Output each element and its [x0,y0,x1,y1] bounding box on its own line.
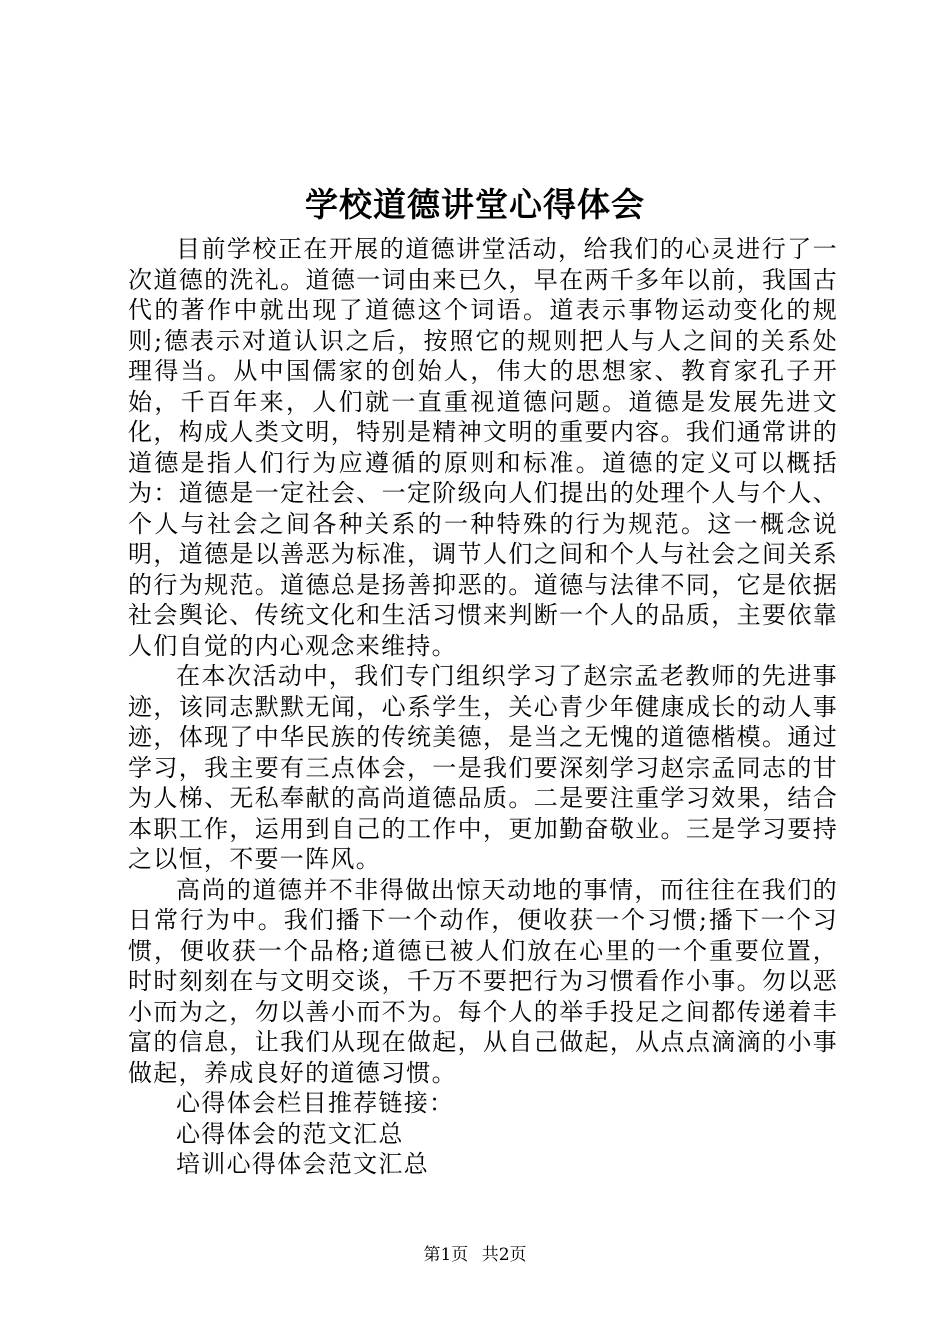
paragraph-3: 高尚的道德并不非得做出惊天动地的事情，而往往在我们的日常行为中。我们播下一个动作，便收获一个习惯;播下一个习惯，便收获一个品格;道德已被人们放在心里的一个重要位置，时时刻刻在与文明交谈，千万不要把行为习惯看作小事。勿以恶小而为之，勿以善小而不为。每个人的举手投足之间都传递着丰富的信息，让我们从现在做起，从自己做起，从点点滴滴的小事做起，养成良好的道德习惯。 [128,875,838,1087]
document-body [128,234,838,1180]
link-training-essay-collection[interactable]: 培训心得体会范文汇总 [176,1150,429,1178]
paragraph-2: 在本次活动中，我们专门组织学习了赵宗孟老教师的先进事迹，该同志默默无闻，心系学生，关心青少年健康成长的动人事迹，体现了中华民族的传统美德，是当之无愧的道德楷模。通过学习，我主要有三点体会，一是我们要深刻学习赵宗孟同志的甘为人梯、无私奉献的高尚道德品质。二是要注重学习效果，结合本职工作，运用到自己的工作中，更加勤奋敬业。三是学习要持之以恒，不要一阵风。 [128,662,838,873]
page-number: 第1页 [423,1245,469,1265]
page-footer [0,1240,950,1265]
recommended-links [128,1088,838,1180]
page-total: 共2页 [481,1245,527,1265]
link-essay-collection[interactable]: 心得体会的范文汇总 [176,1119,404,1148]
paragraph-1: 目前学校正在开展的道德讲堂活动，给我们的心灵进行了一次道德的洗礼。道德一词由来已久，早在两千多年以前，我国古代的著作中就出现了道德这个词语。道表示事物运动变化的规则;德表示对道认识之后，按照它的规则把人与人之间的关系处理得当。从中国儒家的创始人，伟大的思想家、教育家孔子开始，千百年来，人们就一直重视道德问题。道德是发展先进文化，构成人类文明，特别是精神文明的重要内容。我们通常讲的道德是指人们行为应遵循的原则和标准。道德的定义可以概括为：道德是一定社会、一定阶级向人们提出的处理个人与个人、个人与社会之间各种关系的一种特殊的行为规范。这一概念说明，道德是以善恶为标准，调节人们之间和个人与社会之间关系的行为规范。道德总是扬善抑恶的。道德与法律不同，它是依据社会舆论、传统文化和生活习惯来判断一个人的品质，主要依靠人们自觉的内心观念来维持。 [128,235,838,660]
document-title: 学校道德讲堂心得体会 [305,185,645,224]
links-heading: 心得体会栏目推荐链接： [176,1089,455,1117]
